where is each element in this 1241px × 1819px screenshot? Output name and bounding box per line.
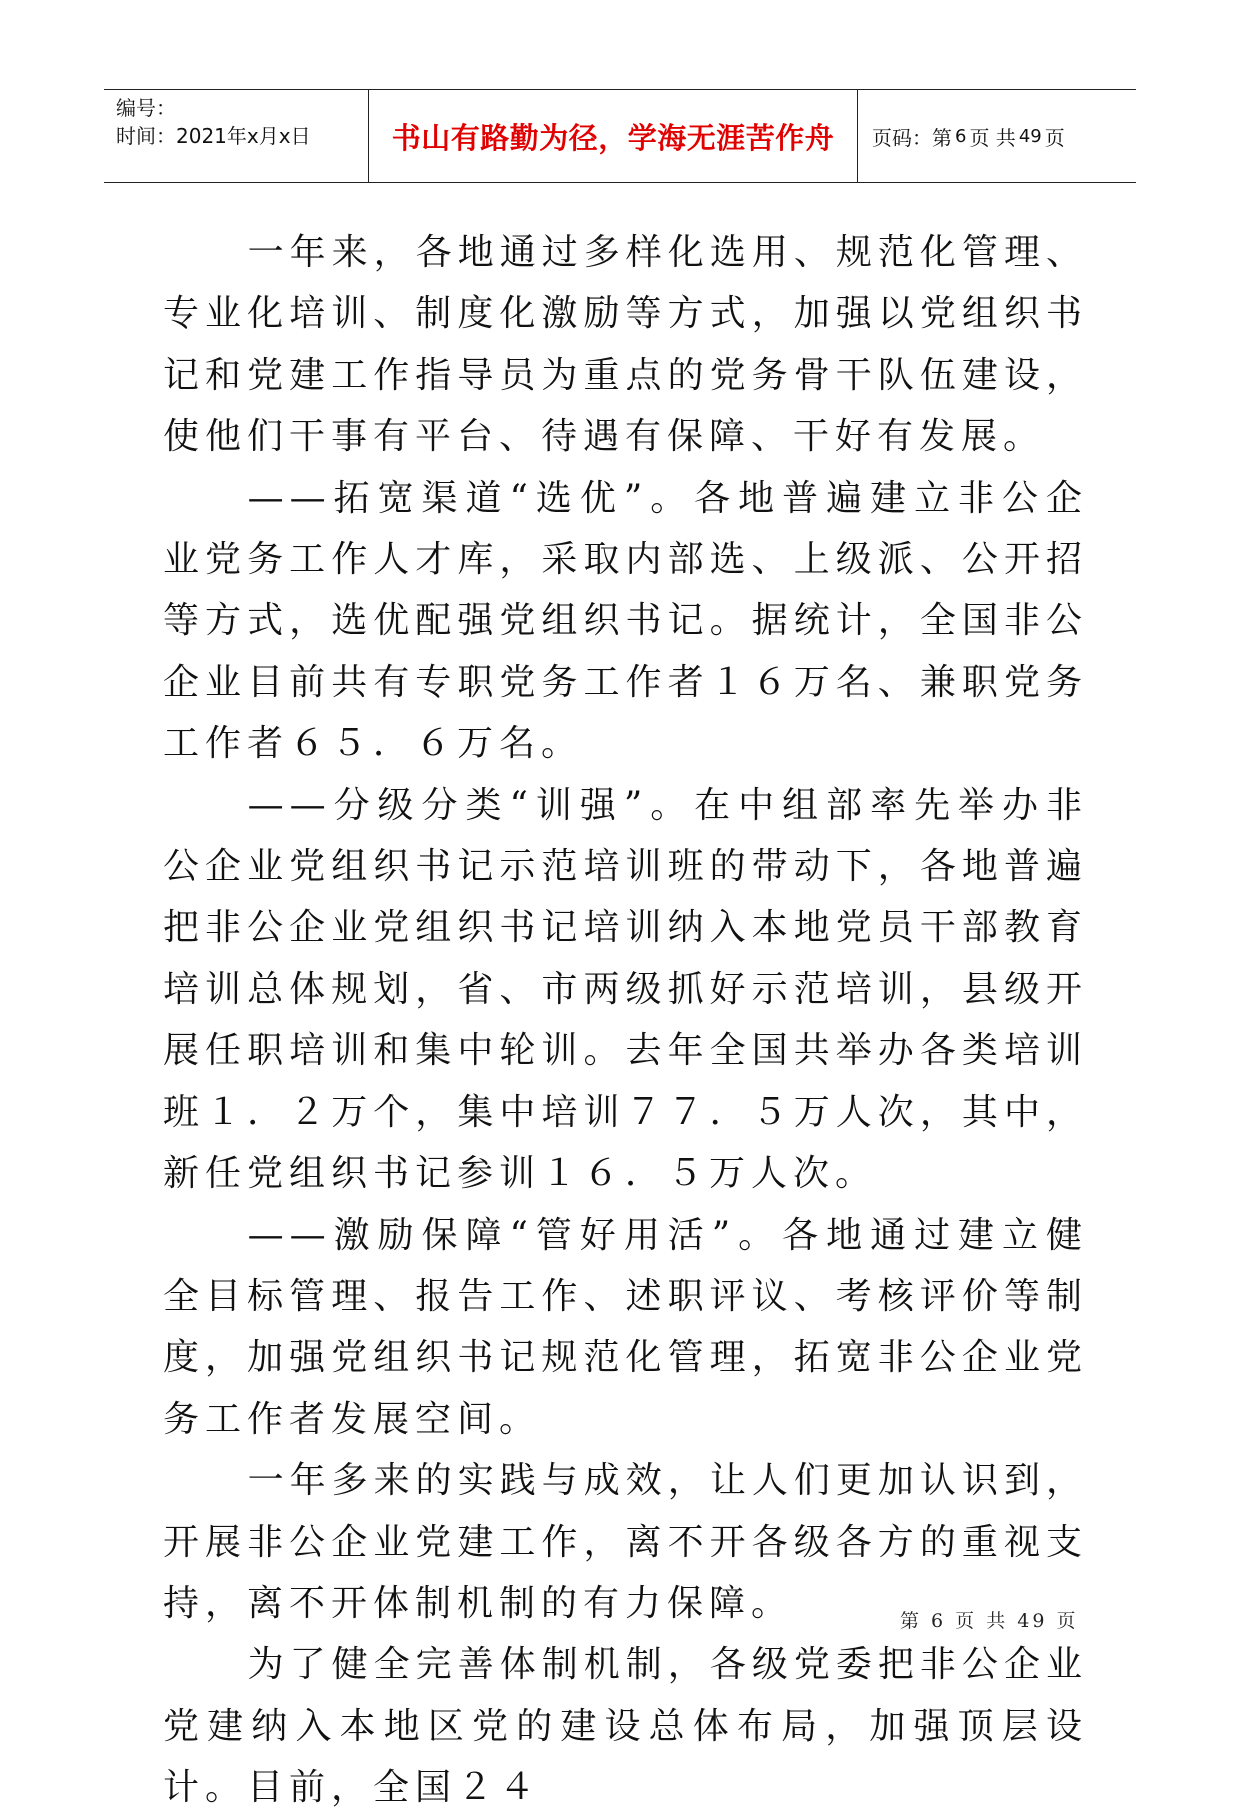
page-current: 6 xyxy=(955,125,967,147)
header-meta-cell xyxy=(104,90,369,182)
paragraph: 为了健全完善体制机制，各级党委把非公企业党建纳入本地区党的建设总体布局，加强顶层设计。目前，全国２４ xyxy=(163,1644,1088,1809)
page-prefix: 页码：第 xyxy=(872,125,952,150)
page-mid: 页 共 xyxy=(969,125,1016,150)
page-total: 49 xyxy=(1018,125,1042,147)
document-time-label: 时间：2021年x月x日 xyxy=(116,124,311,148)
document-body xyxy=(163,222,1088,1819)
paragraph: ——激励保障“管好用活”。各地通过建立健全目标管理、报告工作、述职评议、考核评价等制度，加强党组织书记规范化管理，拓宽非公企业党务工作者发展空间。 xyxy=(163,1214,1088,1440)
paragraph: 一年多来的实践与成效，让人们更加认识到，开展非公企业党建工作，离不开各级各方的重视支持，离不开体制机制的有力保障。 xyxy=(163,1460,1088,1624)
header-motto: 书山有路勤为径，学海无涯苦作舟 xyxy=(369,90,858,182)
header-page-info xyxy=(858,90,1136,182)
document-number-label: 编号： xyxy=(116,96,176,120)
page-footer: 第 6 页 共 49 页 xyxy=(900,1610,1079,1632)
document-header xyxy=(104,89,1136,183)
page-suffix: 页 xyxy=(1044,125,1065,150)
paragraph: 一年来，各地通过多样化选用、规范化管理、专业化培训、制度化激励等方式，加强以党组织书记和党建工作指导员为重点的党务骨干队伍建设，使他们干事有平台、待遇有保障、干好有发展。 xyxy=(163,232,1088,458)
paragraph: ——分级分类“训强”。在中组部率先举办非公企业党组织书记示范培训班的带动下，各地普遍把非公企业党组织书记培训纳入本地党员干部教育培训总体规划，省、市两级抓好示范培训，县级开展任职培训和集中轮训。去年全国共举办各类培训班１．２万个，集中培训７７．５万人次，其中，新任党组织书记参训１６．５万人次。 xyxy=(163,784,1088,1195)
paragraph: ——拓宽渠道“选优”。各地普遍建立非公企业党务工作人才库，采取内部选、上级派、公开招等方式，选优配强党组织书记。据统计，全国非公企业目前共有专职党务工作者１６万名、兼职党务工作者６５．６万名。 xyxy=(163,477,1088,765)
